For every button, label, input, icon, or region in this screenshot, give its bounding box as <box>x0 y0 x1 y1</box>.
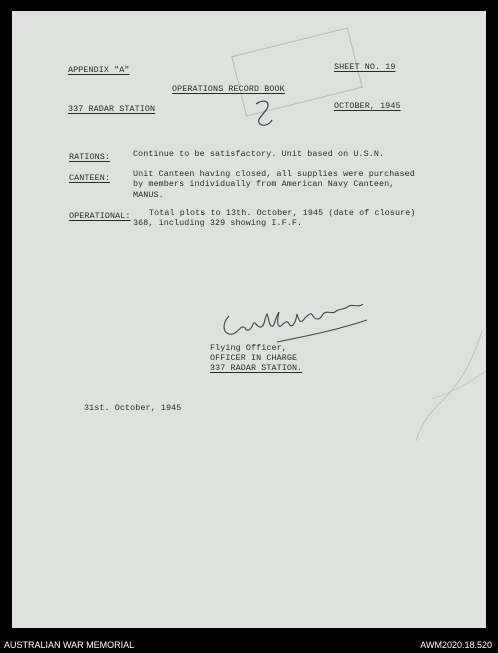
rations-label: RATIONS: <box>69 152 111 162</box>
document-date: 31st. October, 1945 <box>84 403 182 413</box>
canteen-label: CANTEEN: <box>69 173 111 183</box>
page-title: OPERATIONS RECORD BOOK <box>172 84 285 94</box>
signatory-unit: 337 RADAR STATION. <box>210 363 303 373</box>
paper-crease <box>412 331 486 451</box>
appendix-label: APPENDIX "A" <box>68 65 130 75</box>
operational-label: OPERATIONAL: <box>69 211 131 221</box>
handwritten-initial-mark <box>250 96 280 132</box>
rations-text: Continue to be satisfactory. Unit based on U.S.N. <box>133 149 385 159</box>
signatory-rank: Flying Officer, <box>210 343 287 353</box>
unit-name: 337 RADAR STATION <box>68 104 156 114</box>
canteen-line-2: by members individually from American Navy Canteen, <box>133 179 395 189</box>
document-page <box>12 11 486 628</box>
footer-institution: AUSTRALIAN WAR MEMORIAL <box>4 640 135 650</box>
footer-accession-number: AWM2020.18.520 <box>420 640 492 650</box>
operational-line-2: 368, including 329 showing I.F.F. <box>133 218 303 228</box>
canteen-line-3: MANUS. <box>133 190 164 200</box>
canteen-line-1: Unit Canteen having closed, all supplies were purchased <box>133 169 415 179</box>
sheet-number: SHEET NO. 19 <box>334 62 396 72</box>
operational-line-1: Total plots to 13th. October, 1945 (date of closure) <box>149 208 416 218</box>
record-month: OCTOBER, 1945 <box>334 101 401 111</box>
handwritten-signature <box>217 294 377 346</box>
signatory-role: OFFICER IN CHARGE <box>210 353 298 363</box>
